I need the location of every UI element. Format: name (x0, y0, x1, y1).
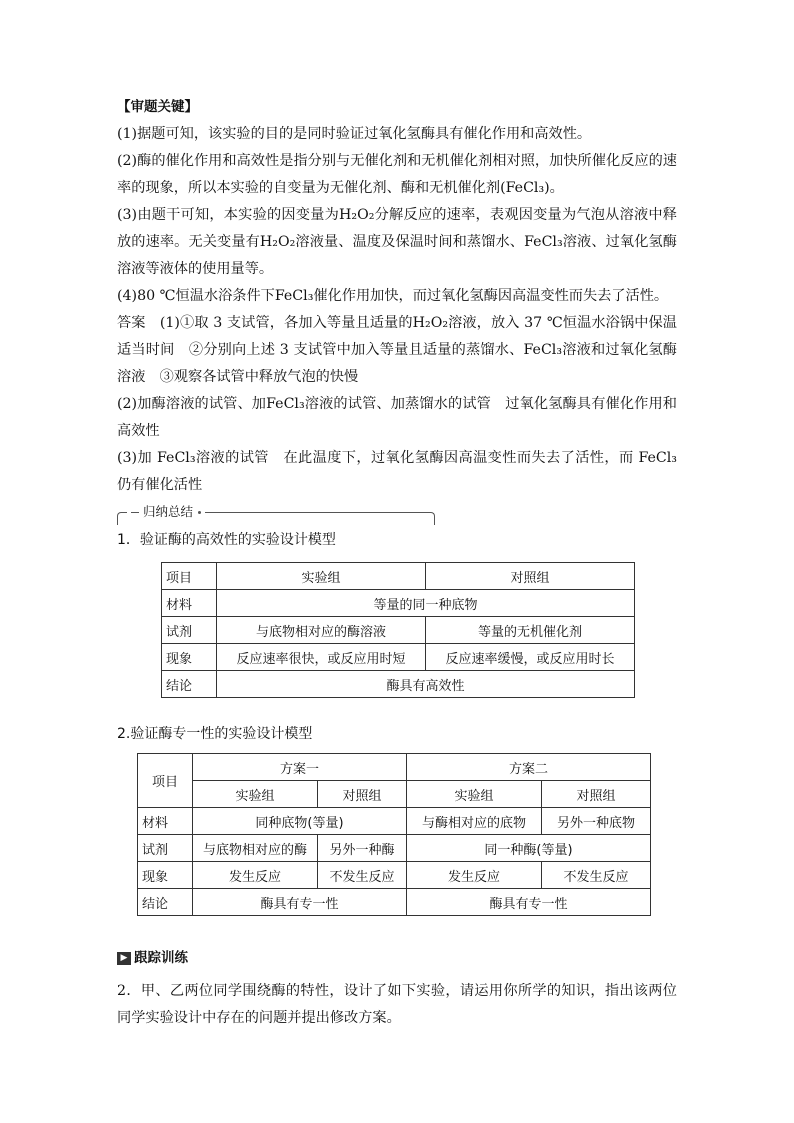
t2-cell: 发生反应 (193, 862, 318, 889)
t2-cell: 另外一种酶 (318, 835, 407, 862)
t1-cell: 酶具有高效性 (217, 671, 635, 698)
t2-p2-exp: 实验组 (407, 781, 542, 808)
t2-cell: 同一种酶(等量) (407, 835, 651, 862)
summary-box (117, 503, 435, 521)
play-icon: ▶ (117, 952, 131, 965)
answer-2: (2)加酶溶液的试管、加FeCl₃溶液的试管、加蒸馏水的试管 过氧化氢酶具有催化作用和高效性 (117, 396, 677, 439)
analysis-p1: (1)据题可知，该实验的目的是同时验证过氧化氢酶具有催化作用和高效性。 (117, 126, 592, 142)
t1-row-label: 材料 (162, 590, 217, 617)
analysis-p4: (4)80 ℃恒温水浴条件下FeCl₃催化作用加快，而过氧化氢酶因高温变性而失去了活性。 (117, 288, 669, 304)
analysis-section (117, 94, 677, 554)
t2-row-label: 材料 (138, 808, 193, 835)
answer-3: (3)加 FeCl₃溶液的试管 在此温度下，过氧化氢酶因高温变性而失去了活性，而 FeCl₃仍有催化活性 (117, 450, 677, 493)
t1-header-item: 项目 (162, 563, 217, 590)
t2-cell: 不发生反应 (318, 862, 407, 889)
t2-p1-ctrl: 对照组 (318, 781, 407, 808)
t2-cell: 另外一种底物 (542, 808, 651, 835)
t2-cell: 发生反应 (407, 862, 542, 889)
analysis-p3: (3)由题干可知，本实验的因变量为H₂O₂分解反应的速率，表观因变量为气泡从溶液中释放的速率。无关变量有H₂O₂溶液量、温度及保温时间和蒸馏水、FeCl₃溶液、过氧化氢酶溶液等液体的使用量等。 (117, 207, 677, 277)
t2-item: 项目 (138, 754, 193, 808)
training-heading (117, 948, 188, 968)
t2-cell: 酶具有专一性 (193, 889, 407, 916)
efficiency-table (161, 562, 635, 698)
t1-cell: 等量的同一种底物 (217, 590, 635, 617)
t2-plan2: 方案二 (407, 754, 651, 781)
t2-cell: 与酶相对应的底物 (407, 808, 542, 835)
specificity-table (137, 753, 651, 916)
model1-title: 1．验证酶的高效性的实验设计模型 (117, 532, 336, 548)
t1-cell: 等量的无机催化剂 (426, 617, 635, 644)
t2-row-label: 试剂 (138, 835, 193, 862)
t2-cell: 酶具有专一性 (407, 889, 651, 916)
analysis-p2: (2)酶的催化作用和高效性是指分别与无催化剂和无机催化剂相对照，加快所催化反应的速率的现象，所以本实验的自变量为无催化剂、酶和无机催化剂(FeCl₃)。 (117, 153, 677, 196)
summary-tag (127, 503, 205, 521)
t2-p1-exp: 实验组 (193, 781, 318, 808)
analysis-heading: 【审题关键】 (117, 99, 198, 115)
t1-row-label: 现象 (162, 644, 217, 671)
t2-row-label: 结论 (138, 889, 193, 916)
t2-row-label: 现象 (138, 862, 193, 889)
t1-row-label: 结论 (162, 671, 217, 698)
model2-title: 2.验证酶专一性的实验设计模型 (117, 726, 313, 742)
answer-1: 答案 (1)①取 3 支试管，各加入等量且适量的H₂O₂溶液，放入 37 ℃恒温水浴锅中保温适当时间 ②分别向上述 3 支试管中加入等量且适量的蒸馏水、FeCl₃溶液和过氧化氢酶溶液 ③观察各试管中释放气泡的快慢 (117, 315, 677, 385)
summary-tag-label: 归纳总结 (143, 504, 194, 519)
t1-header-exp: 实验组 (217, 563, 426, 590)
t2-plan1: 方案一 (193, 754, 407, 781)
training-label: 跟踪训练 (134, 950, 188, 966)
t2-cell: 与底物相对应的酶 (193, 835, 318, 862)
t2-cell: 同种底物(等量) (193, 808, 407, 835)
t1-cell: 与底物相对应的酶溶液 (217, 617, 426, 644)
t1-header-ctrl: 对照组 (426, 563, 635, 590)
t1-cell: 反应速率很快，或反应用时短 (217, 644, 426, 671)
t1-cell: 反应速率缓慢，或反应用时长 (426, 644, 635, 671)
t1-row-label: 试剂 (162, 617, 217, 644)
question-2: 2．甲、乙两位同学围绕酶的特性，设计了如下实验，请运用你所学的知识，指出该两位同学实验设计中存在的问题并提出修改方案。 (117, 983, 677, 1026)
t2-cell: 不发生反应 (542, 862, 651, 889)
t2-p2-ctrl: 对照组 (542, 781, 651, 808)
